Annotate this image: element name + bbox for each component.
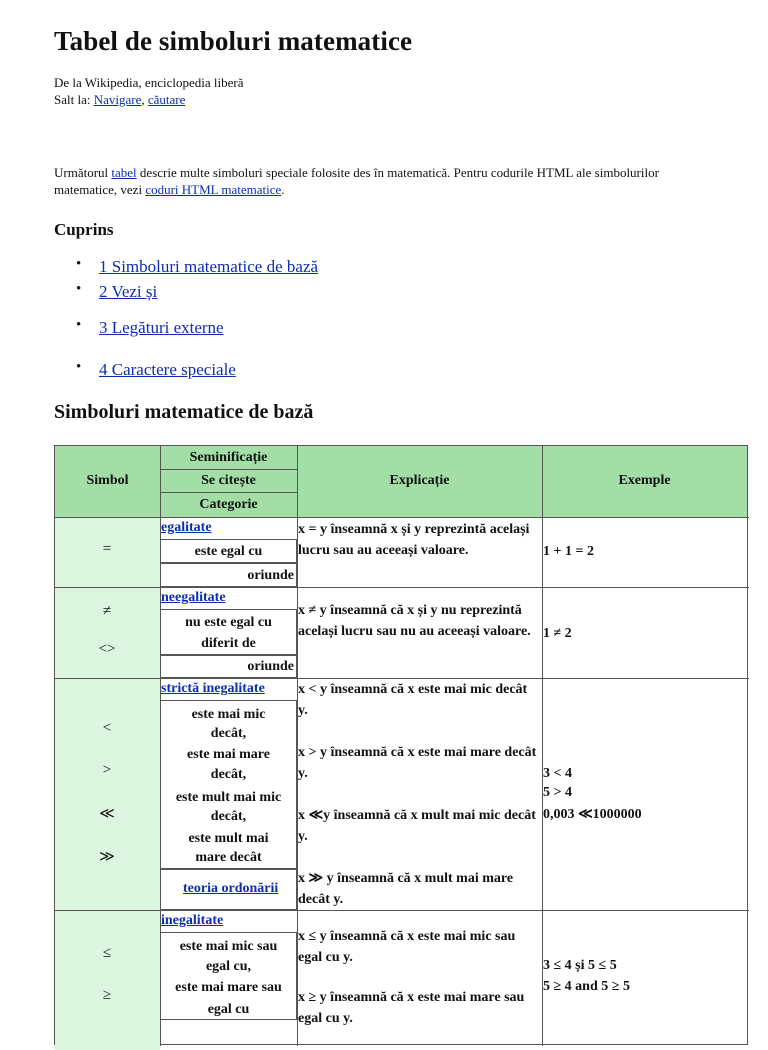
symbol-much-greater: ≫ bbox=[99, 849, 115, 865]
symbol-cell bbox=[55, 678, 160, 910]
example-text: 3 < 4 bbox=[543, 766, 572, 781]
bullet-icon: • bbox=[76, 359, 82, 375]
jump-prefix: Salt la: bbox=[54, 92, 91, 107]
toc-link-basic-symbols[interactable]: 1 Simboluri matematice de bază bbox=[99, 257, 319, 276]
symbol-equals: = bbox=[102, 541, 112, 557]
divider bbox=[55, 517, 749, 518]
symbol-less-than: < bbox=[102, 720, 112, 736]
symbol-less-equal: ≤ bbox=[102, 945, 112, 961]
toc-link-external[interactable]: 3 Legături externe bbox=[99, 318, 224, 337]
read-label: decât, bbox=[210, 809, 247, 824]
symbol-diamond-not-equal: <> bbox=[98, 641, 116, 657]
jump-comma: , bbox=[141, 92, 145, 107]
table-link[interactable]: tabel bbox=[111, 165, 137, 180]
bullet-icon: • bbox=[76, 256, 82, 272]
header-meaning-cell bbox=[160, 446, 297, 517]
header-examples: Exemple bbox=[618, 473, 671, 488]
jump-search-link[interactable]: căutare bbox=[147, 92, 186, 107]
page-subtitle-block bbox=[54, 74, 243, 108]
example-text: 1 ≠ 2 bbox=[543, 626, 572, 641]
header-symbol-cell bbox=[55, 446, 160, 517]
link-neegalitate[interactable]: neegalitate bbox=[161, 590, 226, 605]
example-text: 3 ≤ 4 și 5 ≤ 5 bbox=[543, 958, 617, 973]
explanation-text: x > y înseamnă că x este mai mare decât y. bbox=[298, 745, 537, 781]
link-egalitate[interactable]: egalitate bbox=[161, 520, 212, 535]
read-label: decât, bbox=[210, 767, 247, 782]
explanation-text: x ≤ y înseamnă că x este mai mic sau egal cu y. bbox=[298, 929, 516, 965]
read-label: decât, bbox=[210, 726, 247, 741]
jump-navigation-link[interactable]: Navigare bbox=[93, 92, 142, 107]
explanation-text: x ≥ y înseamnă că x este mai mare sau egal cu y. bbox=[298, 990, 525, 1026]
read-label: diferit de bbox=[201, 636, 256, 651]
link-inegalitate[interactable]: inegalitate bbox=[161, 913, 224, 928]
read-label: este egal cu bbox=[194, 544, 263, 559]
read-label: este mai mare bbox=[187, 747, 270, 762]
page-subtitle: De la Wikipedia, enciclopedia liberă bbox=[54, 75, 244, 90]
divider bbox=[160, 492, 297, 493]
explanation-text: x ≠ y înseamnă că x și y nu reprezintă același lucru sau nu au aceeași valoare. bbox=[298, 603, 531, 639]
header-meaning: Seminificație bbox=[189, 450, 268, 465]
symbol-greater-than: > bbox=[102, 762, 112, 778]
section-title: Simboluri matematice de bază bbox=[54, 401, 314, 423]
intro-paragraph bbox=[54, 164, 714, 198]
symbol-cell bbox=[55, 587, 160, 678]
intro-text-2: descrie multe simboluri speciale folosite des în matematică. Pentru codurile HTML ale simbolurilor matematice, vezi bbox=[54, 165, 659, 197]
read-label: mare decât bbox=[195, 850, 262, 865]
bullet-icon: • bbox=[76, 281, 82, 297]
example-text: 1 + 1 = 2 bbox=[543, 544, 594, 559]
header-read: Se citește bbox=[201, 473, 256, 488]
link-teoria-ordonarii[interactable]: teoria ordonării bbox=[183, 881, 279, 896]
header-explanation-cell bbox=[297, 446, 542, 517]
divider bbox=[160, 469, 297, 470]
toc-title: Cuprins bbox=[54, 220, 114, 239]
explanation-text: x < y înseamnă că x este mai mic decât y. bbox=[298, 682, 528, 718]
jump-links bbox=[54, 91, 243, 108]
symbol-much-less: ≪ bbox=[99, 806, 115, 822]
read-label: este mai mare sau bbox=[175, 980, 282, 995]
explanation-text: x ≫ y înseamnă că x mult mai mare decât y. bbox=[298, 871, 514, 907]
read-label: este mult mai bbox=[188, 831, 269, 846]
read-label: nu este egal cu bbox=[185, 615, 272, 630]
link-stricta-inegalitate[interactable]: strictă inegalitate bbox=[161, 681, 265, 696]
bullet-icon: • bbox=[76, 317, 82, 333]
read-label: este mult mai mic bbox=[175, 790, 282, 805]
example-text: 5 > 4 bbox=[543, 785, 572, 800]
divider bbox=[55, 910, 749, 911]
toc-link-special-chars[interactable]: 4 Caractere speciale bbox=[99, 360, 236, 379]
page-title: Tabel de simboluri matematice bbox=[54, 26, 413, 56]
read-label: este mai mic sau bbox=[179, 939, 278, 954]
divider bbox=[55, 587, 749, 588]
read-label: egal cu bbox=[207, 1002, 250, 1017]
read-label: egal cu, bbox=[205, 959, 252, 974]
category-label: oriunde bbox=[247, 568, 294, 583]
symbol-greater-equal: ≥ bbox=[102, 987, 112, 1003]
toc-link-see-also[interactable]: 2 Vezi și bbox=[99, 282, 158, 301]
example-text: 0,003 ≪1000000 bbox=[543, 807, 642, 822]
symbol-not-equal: ≠ bbox=[102, 603, 112, 619]
symbols-table bbox=[54, 445, 748, 1045]
html-codes-link[interactable]: coduri HTML matematice bbox=[145, 182, 282, 197]
header-symbol: Simbol bbox=[86, 473, 129, 488]
header-examples-cell bbox=[542, 446, 747, 517]
explanation-text: x = y înseamnă x și y reprezintă același lucru sau au aceeași valoare. bbox=[298, 522, 530, 558]
symbol-cell bbox=[55, 910, 160, 1050]
explanation-text: x ≪y înseamnă că x mult mai mic decât y. bbox=[298, 808, 536, 844]
header-category: Categorie bbox=[199, 497, 258, 512]
header-explanation: Explicație bbox=[389, 473, 450, 488]
intro-text-3: . bbox=[281, 182, 285, 197]
category-label: oriunde bbox=[247, 659, 294, 674]
read-label: este mai mic bbox=[191, 707, 266, 722]
example-text: 5 ≥ 4 and 5 ≥ 5 bbox=[543, 979, 630, 994]
intro-text-1: Următorul bbox=[54, 165, 109, 180]
